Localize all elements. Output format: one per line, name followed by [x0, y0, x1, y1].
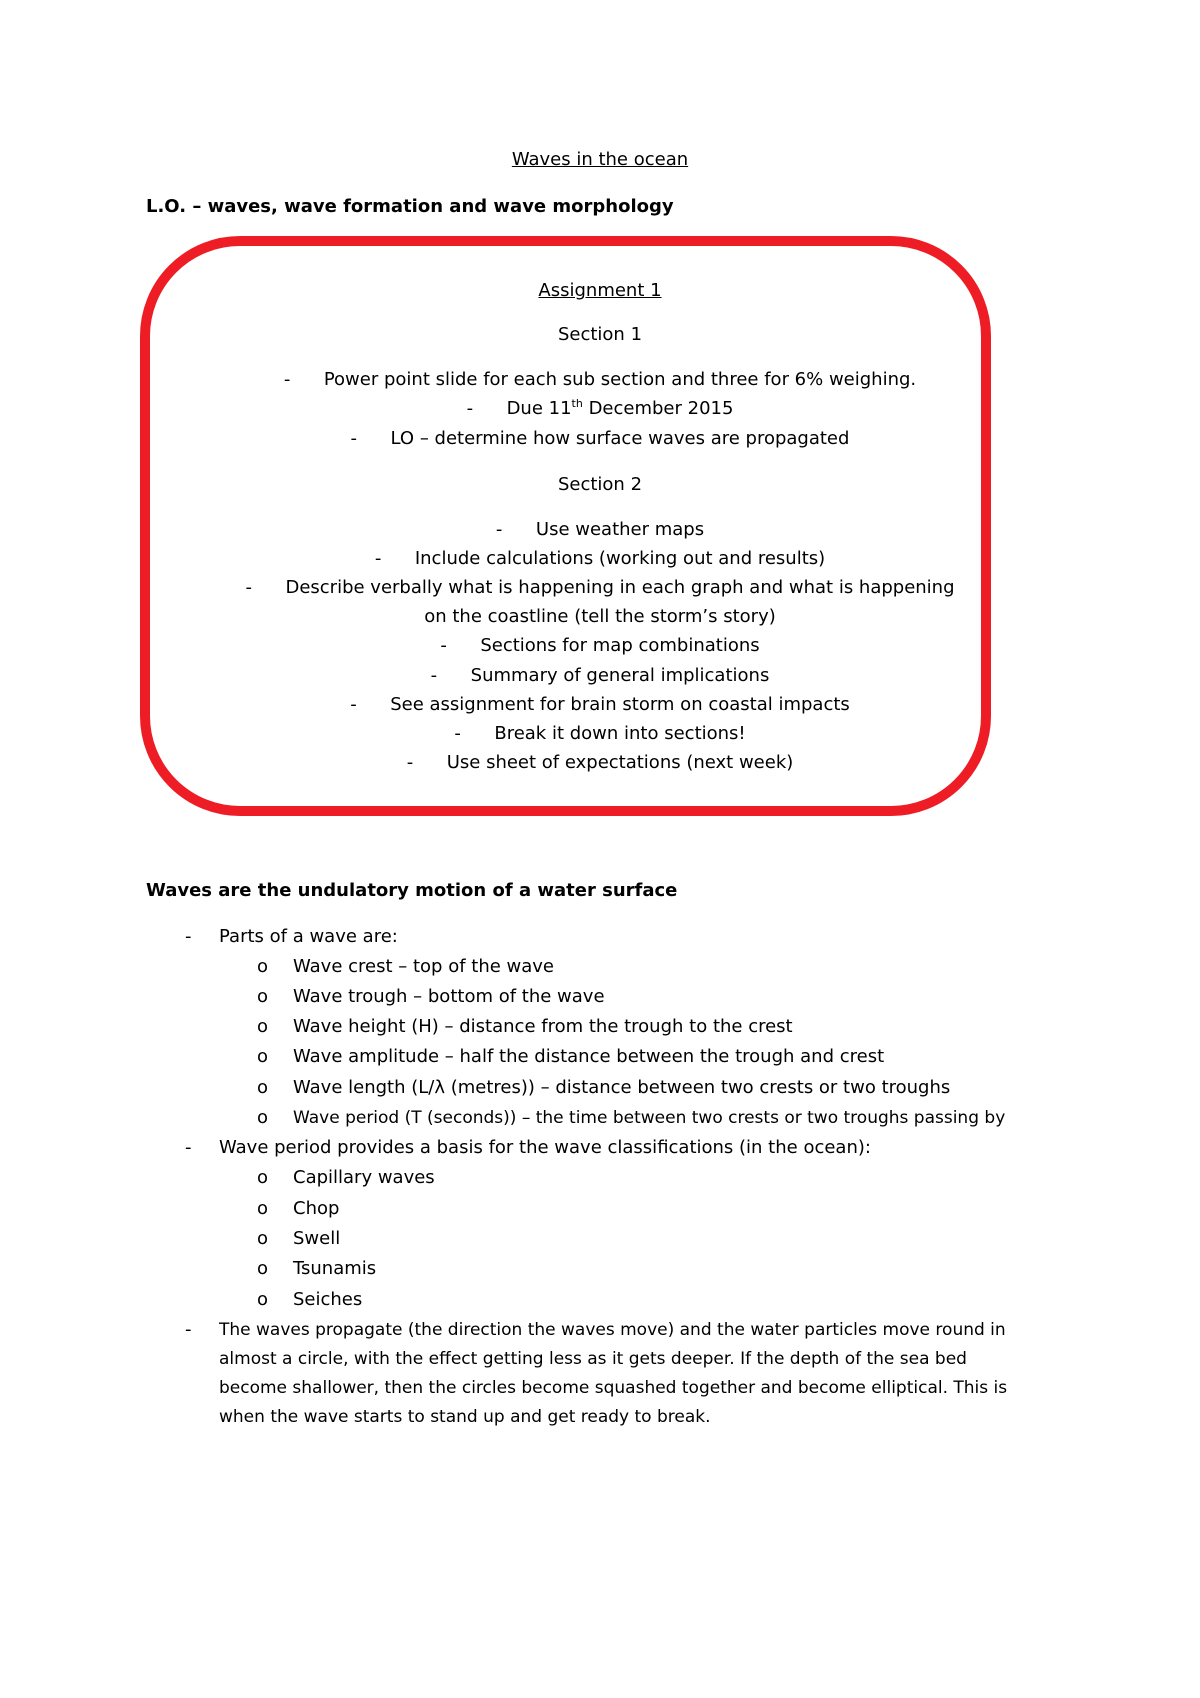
section1-item: - LO – determine how surface waves are propagated — [350, 428, 850, 449]
page-title: Waves in the ocean — [511, 149, 689, 170]
assignment-title: Assignment 1 — [538, 280, 662, 301]
section1-title: Section 1 — [557, 324, 643, 345]
circle-bullet: o — [257, 986, 269, 1007]
sub-list-item: Tsunamis — [293, 1258, 377, 1279]
section1-item: - Due 11th December 2015 — [466, 397, 734, 419]
section2-item: - Summary of general implications — [430, 665, 770, 686]
circle-bullet: o — [257, 1107, 269, 1128]
dash-bullet: - — [185, 926, 192, 947]
sub-list-item: Seiches — [293, 1289, 363, 1310]
section2-title: Section 2 — [557, 474, 643, 495]
section2-item-continuation: on the coastline (tell the storm’s story) — [424, 606, 776, 627]
sub-list-item: Wave period (T (seconds)) – the time between two crests or two troughs passing by — [293, 1108, 1006, 1128]
circle-bullet: o — [257, 1228, 269, 1249]
section2-item: - Use weather maps — [495, 519, 705, 540]
paragraph-line: The waves propagate (the direction the waves move) and the water particles move round in — [219, 1320, 1006, 1340]
circle-bullet: o — [257, 1258, 269, 1279]
dash-bullet: - — [185, 1319, 192, 1340]
sub-list-item: Wave length (L/λ (metres)) – distance between two crests or two troughs — [293, 1077, 951, 1098]
paragraph-line: become shallower, then the circles become squashed together and become elliptical. This is — [219, 1378, 1008, 1398]
learning-objective-heading: L.O. – waves, wave formation and wave morphology — [146, 196, 674, 217]
section1-item: - Power point slide for each sub section and three for 6% weighing. — [283, 369, 917, 390]
dash-bullet: - — [185, 1137, 192, 1158]
circle-bullet: o — [257, 1016, 269, 1037]
sub-list-item: Swell — [293, 1228, 341, 1249]
sub-list-item: Capillary waves — [293, 1167, 435, 1188]
sub-list-item: Wave amplitude – half the distance between the trough and crest — [293, 1046, 885, 1067]
section2-item: - Include calculations (working out and results) — [374, 548, 826, 569]
list-item: Parts of a wave are: — [219, 926, 398, 947]
circle-bullet: o — [257, 1167, 269, 1188]
section2-item: - Sections for map combinations — [440, 635, 760, 656]
circle-bullet: o — [257, 1077, 269, 1098]
circle-bullet: o — [257, 1289, 269, 1310]
circle-bullet: o — [257, 1046, 269, 1067]
body-heading: Waves are the undulatory motion of a water surface — [146, 880, 678, 901]
list-item: Wave period provides a basis for the wave classifications (in the ocean): — [219, 1137, 871, 1158]
section2-item: - Describe verbally what is happening in each graph and what is happening — [245, 577, 955, 598]
circle-bullet: o — [257, 956, 269, 977]
section2-item: - See assignment for brain storm on coastal impacts — [350, 694, 850, 715]
section2-item: - Use sheet of expectations (next week) — [406, 752, 794, 773]
circle-bullet: o — [257, 1198, 269, 1219]
sub-list-item: Wave height (H) – distance from the trough to the crest — [293, 1016, 793, 1037]
paragraph-line: when the wave starts to stand up and get ready to break. — [219, 1407, 711, 1427]
sub-list-item: Wave trough – bottom of the wave — [293, 986, 605, 1007]
section2-item: - Break it down into sections! — [454, 723, 746, 744]
sub-list-item: Chop — [293, 1198, 340, 1219]
sub-list-item: Wave crest – top of the wave — [293, 956, 555, 977]
paragraph-line: almost a circle, with the effect getting less as it gets deeper. If the depth of the sea bed — [219, 1349, 967, 1369]
